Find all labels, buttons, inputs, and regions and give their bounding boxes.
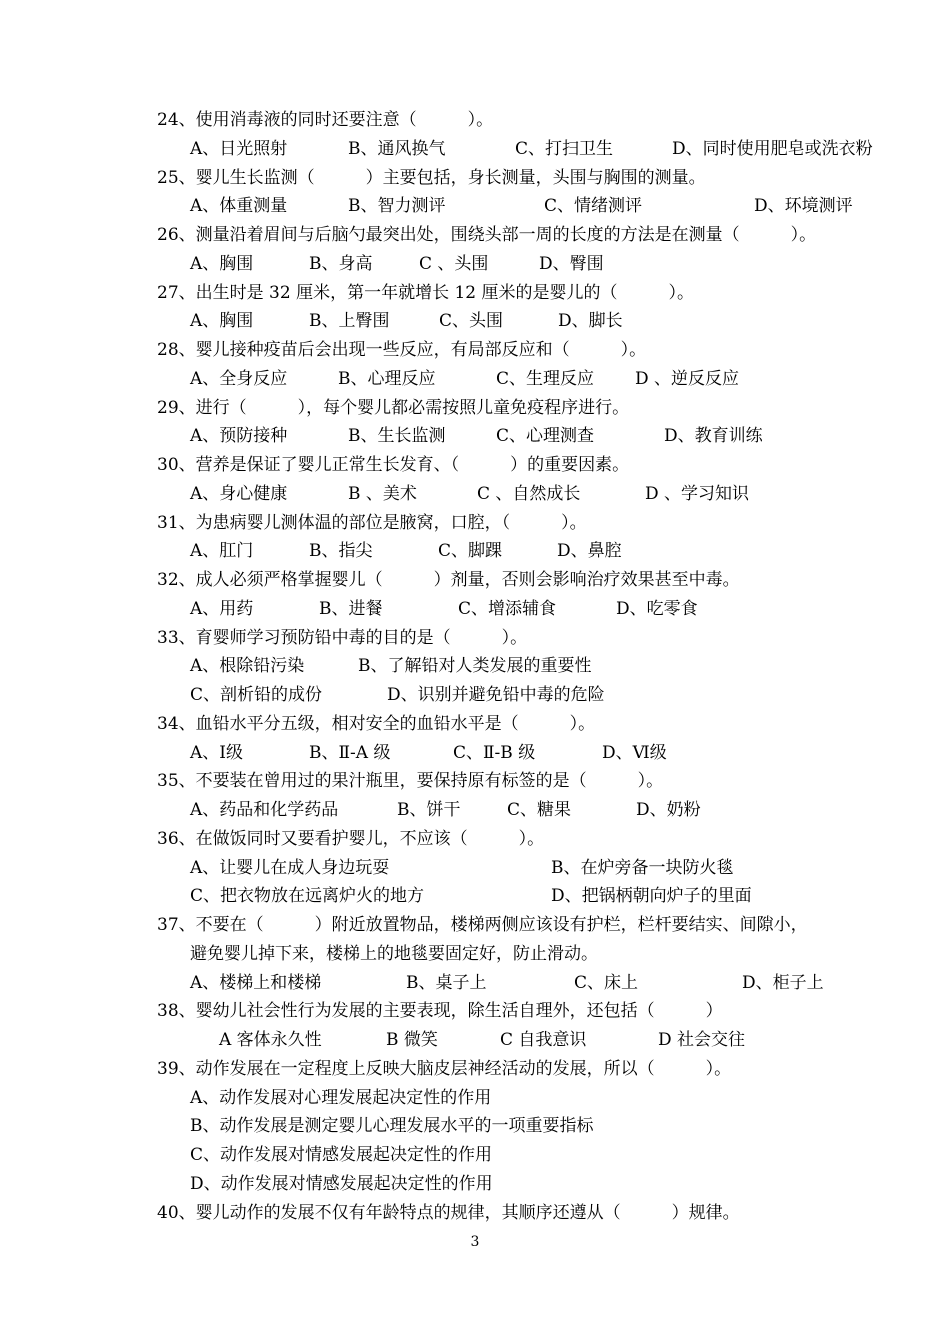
question-number: 32 <box>157 570 179 590</box>
question-26 <box>157 221 917 250</box>
question-number: 40 <box>157 1202 179 1223</box>
option-row <box>157 250 917 279</box>
answer-option: B、进餐 <box>319 598 383 619</box>
answer-option: C、生理反应 <box>496 368 595 389</box>
option-row <box>157 969 917 998</box>
question-number: 34 <box>157 713 179 734</box>
question-text: 、为患病婴儿测体温的部位是腋窝，口腔，（ ）。 <box>178 512 587 533</box>
question-text: 、成人必须严格掌握婴儿（ ）剂量，否则会影响治疗效果甚至中毒。 <box>178 570 740 590</box>
question-text: 、测量沿着眉间与后脑勺最突出处，围绕头部一周的长度的方法是在测量（ ）。 <box>178 225 817 245</box>
question-34 <box>157 710 917 739</box>
answer-option: A、药品和化学药品 <box>190 800 339 820</box>
answer-option: C、动作发展对情感发展起决定性的作用 <box>190 1145 493 1165</box>
answer-option: C、头围 <box>439 311 504 332</box>
question-number: 38 <box>157 1001 179 1022</box>
question-number: 39 <box>157 1058 179 1079</box>
question-31 <box>157 509 917 538</box>
answer-option: D 、逆反反应 <box>635 368 740 389</box>
answer-option: B、上臀围 <box>309 311 390 332</box>
answer-option: A、胸围 <box>190 311 254 332</box>
question-28 <box>157 336 917 365</box>
answer-option: D 社会交往 <box>658 1030 746 1050</box>
question-24 <box>157 106 917 135</box>
question-30 <box>157 451 917 480</box>
question-number: 25 <box>157 167 179 188</box>
answer-option: B、桌子上 <box>406 972 487 993</box>
question-number: 28 <box>157 340 179 360</box>
question-text: 、婴儿生长监测（ ）主要包括，身长测量，头围与胸围的测量。 <box>178 167 706 188</box>
question-continuation: 避免婴儿掉下来，楼梯上的地毯要固定好，防止滑动。 <box>190 943 598 964</box>
question-text: 、血铅水平分五级，相对安全的血铅水平是（ ）。 <box>178 713 596 734</box>
answer-option: B 、美术 <box>348 483 417 504</box>
answer-option: B、身高 <box>309 253 373 274</box>
answer-option: C、情绪测评 <box>544 196 643 217</box>
answer-option: B、在炉旁备一块防火毯 <box>551 857 734 878</box>
option-row <box>157 422 917 451</box>
question-number: 36 <box>157 828 179 849</box>
question-35 <box>157 767 917 796</box>
answer-option: D、把锅柄朝向炉子的里面 <box>551 886 752 907</box>
answer-option: A、胸围 <box>190 253 254 274</box>
option-row <box>157 796 917 825</box>
option-row <box>157 1141 917 1170</box>
answer-option: B、智力测评 <box>348 196 446 217</box>
question-text: 、育婴师学习预防铅中毒的目的是（ ）。 <box>178 627 528 648</box>
question-number: 26 <box>157 225 179 245</box>
question-40 <box>157 1199 917 1228</box>
answer-option: D、识别并避免铅中毒的危险 <box>387 685 605 705</box>
question-number: 29 <box>157 397 179 418</box>
answer-option: B、了解铅对人类发展的重要性 <box>358 656 592 677</box>
question-text: 、使用消毒液的同时还要注意（ ）。 <box>178 110 494 130</box>
answer-option: D、柜子上 <box>742 972 824 993</box>
answer-option: D、Ⅵ级 <box>602 742 667 763</box>
answer-option: C 、头围 <box>419 253 489 274</box>
question-36 <box>157 825 917 854</box>
answer-option: B、饼干 <box>397 800 461 820</box>
answer-option: C、脚踝 <box>438 541 503 562</box>
answer-option: D、奶粉 <box>636 800 701 820</box>
option-row <box>157 1026 917 1055</box>
answer-option: C 自我意识 <box>500 1030 587 1050</box>
answer-option: B、通风换气 <box>348 138 446 159</box>
question-list <box>157 106 917 1227</box>
answer-option: A、Ⅰ级 <box>190 742 243 763</box>
question-text: 、不要在（ ）附近放置物品，楼梯两侧应该设有护栏，栏杆要结实、间隙小， <box>178 915 808 935</box>
answer-option: C、糖果 <box>507 800 572 820</box>
question-29 <box>157 394 917 423</box>
answer-option: D、环境测评 <box>754 196 853 217</box>
question-text: 、婴幼儿社会性行为发展的主要表现，除生活自理外，还包括（ ） <box>178 1001 723 1022</box>
option-row <box>157 1170 917 1199</box>
answer-option: A、预防接种 <box>190 426 288 447</box>
answer-option: D、臀围 <box>539 253 604 274</box>
answer-option: C、打扫卫生 <box>515 138 614 159</box>
question-number: 37 <box>157 915 179 935</box>
question-37 <box>157 911 917 940</box>
answer-option: B、动作发展是测定婴儿心理发展水平的一项重要指标 <box>190 1116 594 1137</box>
answer-option: D、吃零食 <box>616 598 698 619</box>
option-row <box>157 595 917 624</box>
option-row <box>157 882 917 911</box>
option-row <box>157 739 917 768</box>
answer-option: A、全身反应 <box>190 368 288 389</box>
question-39 <box>157 1055 917 1084</box>
option-row <box>157 365 917 394</box>
answer-option: A、肛门 <box>190 541 254 562</box>
question-32 <box>157 566 917 595</box>
answer-option: C、剖析铅的成份 <box>190 685 323 705</box>
answer-option: B 微笑 <box>386 1030 438 1050</box>
answer-option: D、同时使用肥皂或洗衣粉 <box>672 138 873 159</box>
question-number: 35 <box>157 771 179 792</box>
question-25 <box>157 164 917 193</box>
answer-option: C、床上 <box>574 972 639 993</box>
question-text: 、出生时是 32 厘米，第一年就增长 12 厘米的是婴儿的（ ）。 <box>178 282 695 303</box>
option-row <box>157 537 917 566</box>
question-number: 33 <box>157 627 179 648</box>
question-text: 、婴儿动作的发展不仅有年龄特点的规律，其顺序还遵从（ ）规律。 <box>178 1202 740 1223</box>
option-row <box>157 135 917 164</box>
question-text: 、婴儿接种疫苗后会出现一些反应，有局部反应和（ ）。 <box>178 340 647 360</box>
answer-option: D、教育训练 <box>664 426 763 447</box>
question-33 <box>157 624 917 653</box>
option-row <box>157 1084 917 1113</box>
answer-option: C、Ⅱ-B 级 <box>453 742 536 763</box>
option-row <box>157 192 917 221</box>
option-row <box>157 1112 917 1141</box>
answer-option: D、脚长 <box>558 311 623 332</box>
answer-option: C、心理测查 <box>496 426 595 447</box>
answer-option: B、生长监测 <box>348 426 446 447</box>
answer-option: A、身心健康 <box>190 483 288 504</box>
answer-option: B、指尖 <box>309 541 373 562</box>
question-text: 、不要装在曾用过的果汁瓶里，要保持原有标签的是（ ）。 <box>178 771 664 792</box>
answer-option: A、让婴儿在成人身边玩耍 <box>190 857 390 878</box>
answer-option: A、体重测量 <box>190 196 288 217</box>
question-number: 31 <box>157 512 179 533</box>
answer-option: C、把衣物放在远离炉火的地方 <box>190 886 425 907</box>
option-row <box>157 652 917 681</box>
answer-option: D、鼻腔 <box>557 541 622 562</box>
answer-option: B、Ⅱ-A 级 <box>309 742 391 763</box>
question-text: 、动作发展在一定程度上反映大脑皮层神经活动的发展，所以（ ）。 <box>178 1058 732 1079</box>
answer-option: C 、自然成长 <box>477 483 581 504</box>
question-text: 、在做饭同时又要看护婴儿，不应该（ ）。 <box>178 828 545 849</box>
answer-option: A 客体永久性 <box>219 1030 322 1050</box>
answer-option: B、心理反应 <box>338 368 436 389</box>
answer-option: A、根除铅污染 <box>190 656 305 677</box>
question-number: 27 <box>157 282 179 303</box>
answer-option: C、增添辅食 <box>458 598 557 619</box>
question-text: 、进行（ ），每个婴儿都必需按照儿童免疫程序进行。 <box>178 397 630 418</box>
answer-option: D、动作发展对情感发展起决定性的作用 <box>190 1173 493 1194</box>
question-number: 30 <box>157 455 179 475</box>
option-row <box>157 307 917 336</box>
answer-option: A、动作发展对心理发展起决定性的作用 <box>190 1087 492 1108</box>
page-number: 3 <box>470 1234 480 1250</box>
question-number: 24 <box>157 110 179 130</box>
answer-option: A、日光照射 <box>190 138 288 159</box>
answer-option: A、楼梯上和楼梯 <box>190 972 322 993</box>
option-row <box>157 480 917 509</box>
question-38 <box>157 997 917 1026</box>
answer-option: A、用药 <box>190 598 254 619</box>
option-row <box>157 681 917 710</box>
question-27 <box>157 279 917 308</box>
answer-option: D 、学习知识 <box>645 483 750 504</box>
question-text: 、营养是保证了婴儿正常生长发育、（ ）的重要因素。 <box>178 455 630 475</box>
option-row <box>157 854 917 883</box>
